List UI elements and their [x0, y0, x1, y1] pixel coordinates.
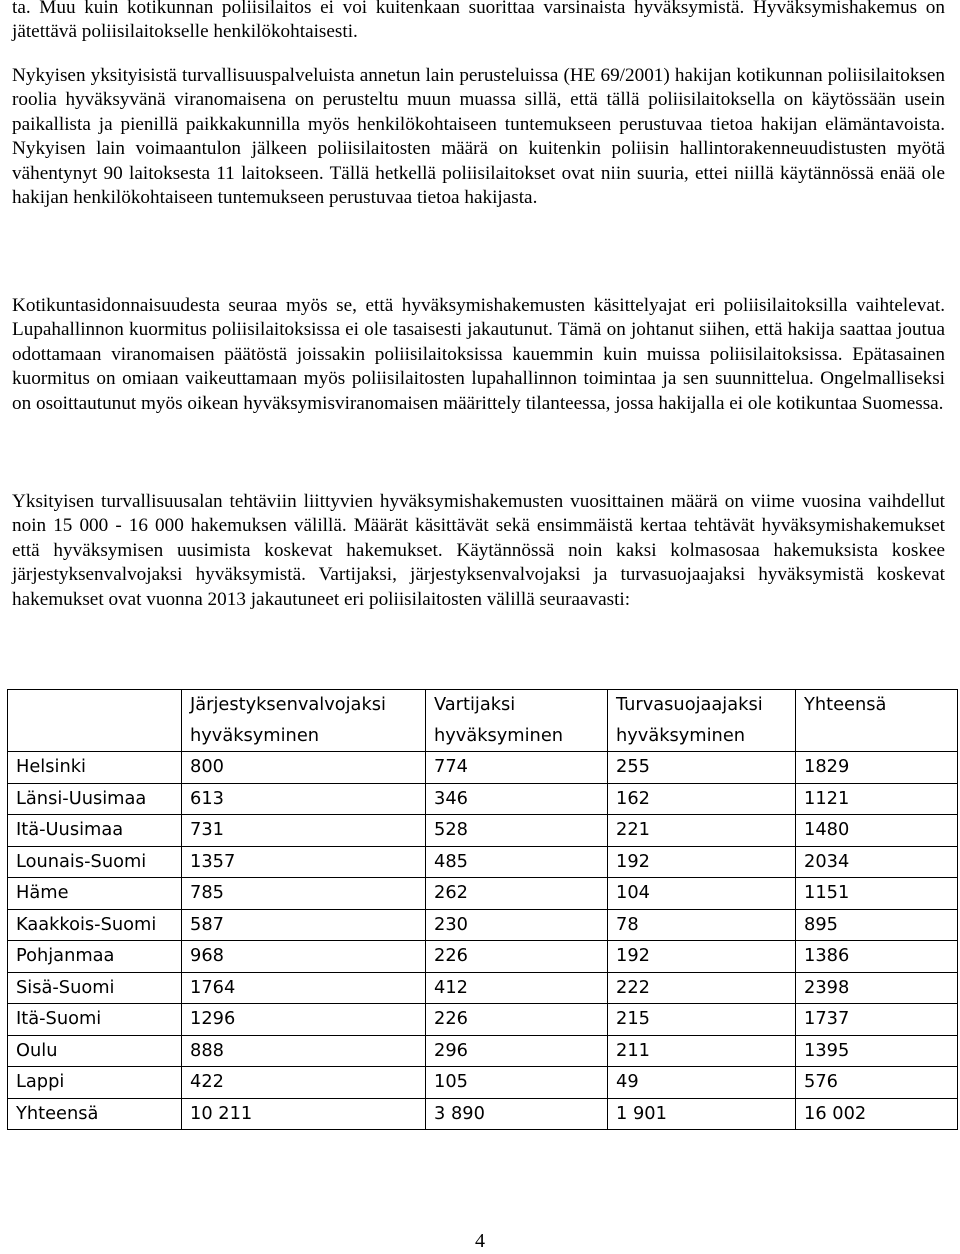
cell-bodyguard: 78	[608, 909, 796, 941]
cell-region: Lappi	[8, 1067, 182, 1099]
header-cell-bodyguard: Turvasuojaajaksi hyväksyminen	[608, 690, 796, 752]
cell-region: Itä-Suomi	[8, 1004, 182, 1036]
cell-security-guard: 528	[426, 815, 608, 847]
cell-crowd-controller: 800	[182, 752, 426, 784]
cell-total: 2398	[796, 972, 958, 1004]
cell-total: 1737	[796, 1004, 958, 1036]
table-row	[8, 783, 958, 815]
paragraph-legislative-background: Nykyisen yksityisistä turvallisuuspalveluista annetun lain perusteluissa (HE 69/2001) hakijan kotikunnan poliisilaitoksen roolia hyväksyvänä viranomaisena on perusteltu muun muassa sillä, että tällä poliisilaitoksella on käytössään usein paikallista ja pienillä paikkakunnilla myös henkilökohtaiseen tuntemukseen perustuvaa tietoa hakijan elämäntavoista. Nykyisen lain voimaantulon jälkeen poliisilaitosten määrä on kuitenkin poliisin hallintorakenneuudistusten myötä vähentynyt 90 laitoksesta 11 laitokseen. Tällä hetkellä poliisilaitokset ovat niin suuria, ettei niillä käytännössä enää ole hakijan henkilökohtaiseen tuntemukseen perustuvaa tietoa hakijasta.	[12, 65, 945, 209]
table-row	[8, 1098, 958, 1130]
cell-crowd-controller: 731	[182, 815, 426, 847]
paragraph-processing-times: Kotikuntasidonnaisuudesta seuraa myös se, että hyväksymishakemusten käsittelyajat eri poliisilaitoksilla vaihtelevat. Lupahallinnon kuormitus poliisilaitoksissa ei ole tasaisesti jakautunut. Tämä on johtanut siihen, että hakija saattaa joutua odottamaan viranomaisen päätöstä joissakin poliisilaitoksissa kauemmin kuin muissa poliisilaitoksissa. Epätasainen kuormitus on omiaan vaikeuttamaan myös poliisilaitosten lupahallinnon toimintaa ja sen suunnittelua. Ongelmalliseksi on osoittautunut myös oikean hyväksymisviranomaisen määrittely tilanteessa, jossa hakijalla ei ole kotikuntaa Suomessa.	[12, 295, 945, 414]
cell-security-guard: 3 890	[426, 1098, 608, 1130]
cell-region: Kaakkois-Suomi	[8, 909, 182, 941]
cell-total: 1480	[796, 815, 958, 847]
table-row	[8, 909, 958, 941]
cell-security-guard: 346	[426, 783, 608, 815]
header-cell-crowd-controller: Järjestyksenvalvojaksi hyväksyminen	[182, 690, 426, 752]
cell-crowd-controller: 785	[182, 878, 426, 910]
header-cell-region	[8, 690, 182, 752]
cell-crowd-controller: 888	[182, 1035, 426, 1067]
cell-region: Yhteensä	[8, 1098, 182, 1130]
cell-total: 1386	[796, 941, 958, 973]
paragraph-continuation: ta. Muu kuin kotikunnan poliisilaitos ei voi kuitenkaan suorittaa varsinaista hyväksymistä. Hyväksymishakemus on jätettävä poliisilaitokselle henkilökohtaisesti.	[12, 0, 945, 43]
cell-total: 895	[796, 909, 958, 941]
cell-crowd-controller: 968	[182, 941, 426, 973]
cell-total: 1829	[796, 752, 958, 784]
table-row	[8, 878, 958, 910]
table-row	[8, 1035, 958, 1067]
cell-total: 16 002	[796, 1098, 958, 1130]
paragraph-application-volumes: Yksityisen turvallisuusalan tehtäviin liittyvien hyväksymishakemusten vuosittainen määrä on viime vuosina vaihdellut noin 15 000 - 16 000 hakemuksen välillä. Määrät käsittävät sekä ensimmäistä kertaa tehtävät hyväksymishakemukset että hyväksymisen uusimista koskevat hakemukset. Käytännössä noin kaksi kolmasosaa hakemuksista koskee järjestyksenvalvojaksi hyväksymistä. Vartijaksi, järjestyksenvalvojaksi ja turvasuojaajaksi hyväksymistä koskevat hakemukset ovat vuonna 2013 jakautuneet eri poliisilaitosten välillä seuraavasti:	[12, 491, 945, 610]
cell-bodyguard: 215	[608, 1004, 796, 1036]
cell-region: Pohjanmaa	[8, 941, 182, 973]
table-row	[8, 941, 958, 973]
table-row	[8, 1067, 958, 1099]
header-cell-security-guard: Vartijaksi hyväksyminen	[426, 690, 608, 752]
cell-security-guard: 485	[426, 846, 608, 878]
cell-security-guard: 262	[426, 878, 608, 910]
cell-security-guard: 226	[426, 941, 608, 973]
cell-bodyguard: 192	[608, 941, 796, 973]
table-row	[8, 846, 958, 878]
cell-region: Häme	[8, 878, 182, 910]
cell-region: Sisä-Suomi	[8, 972, 182, 1004]
cell-crowd-controller: 613	[182, 783, 426, 815]
cell-security-guard: 105	[426, 1067, 608, 1099]
cell-bodyguard: 162	[608, 783, 796, 815]
table-row	[8, 1004, 958, 1036]
cell-total: 1395	[796, 1035, 958, 1067]
table-row	[8, 972, 958, 1004]
cell-crowd-controller: 587	[182, 909, 426, 941]
page-number: 4	[475, 1230, 485, 1252]
cell-security-guard: 296	[426, 1035, 608, 1067]
table-row	[8, 752, 958, 784]
cell-total: 576	[796, 1067, 958, 1099]
table-row	[8, 815, 958, 847]
cell-bodyguard: 255	[608, 752, 796, 784]
cell-bodyguard: 221	[608, 815, 796, 847]
cell-bodyguard: 49	[608, 1067, 796, 1099]
cell-total: 1151	[796, 878, 958, 910]
cell-region: Lounais-Suomi	[8, 846, 182, 878]
cell-crowd-controller: 1764	[182, 972, 426, 1004]
cell-region: Itä-Uusimaa	[8, 815, 182, 847]
cell-region: Helsinki	[8, 752, 182, 784]
cell-total: 1121	[796, 783, 958, 815]
cell-crowd-controller: 422	[182, 1067, 426, 1099]
cell-bodyguard: 104	[608, 878, 796, 910]
cell-security-guard: 774	[426, 752, 608, 784]
cell-crowd-controller: 10 211	[182, 1098, 426, 1130]
cell-bodyguard: 1 901	[608, 1098, 796, 1130]
header-cell-total: Yhteensä	[796, 690, 958, 752]
table-header-row	[8, 690, 958, 752]
cell-total: 2034	[796, 846, 958, 878]
cell-bodyguard: 211	[608, 1035, 796, 1067]
cell-region: Länsi-Uusimaa	[8, 783, 182, 815]
cell-crowd-controller: 1357	[182, 846, 426, 878]
cell-bodyguard: 222	[608, 972, 796, 1004]
applications-by-police-department-table	[7, 689, 958, 1130]
cell-bodyguard: 192	[608, 846, 796, 878]
cell-security-guard: 226	[426, 1004, 608, 1036]
cell-security-guard: 412	[426, 972, 608, 1004]
cell-region: Oulu	[8, 1035, 182, 1067]
cell-security-guard: 230	[426, 909, 608, 941]
cell-crowd-controller: 1296	[182, 1004, 426, 1036]
